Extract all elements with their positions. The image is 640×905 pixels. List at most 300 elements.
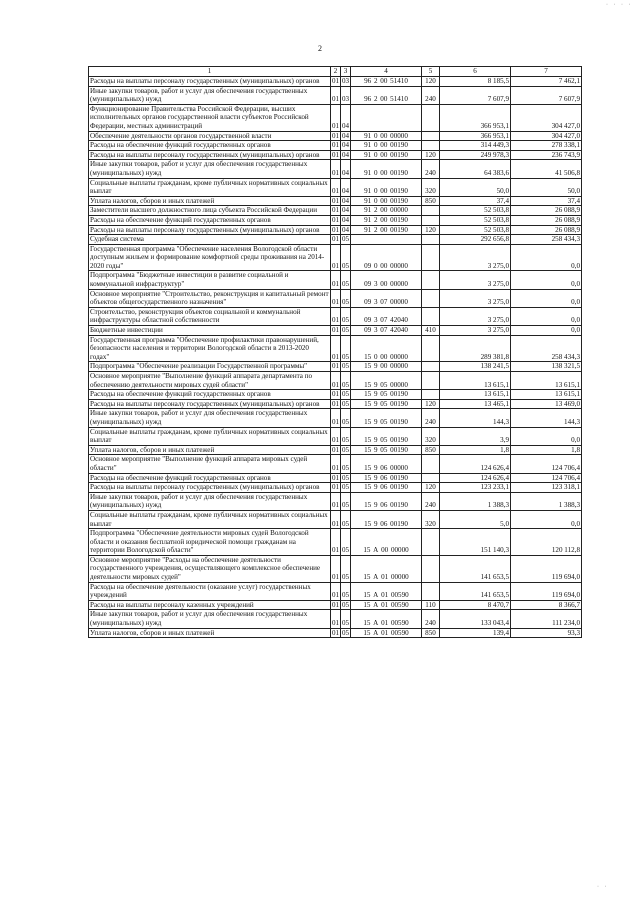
row-name: Основное мероприятие "Расходы на обеспечение деятельности государственного учреждения, осуществляющего комплексное обеспечение деятельности мировых судей": [89, 555, 331, 582]
table-row: [89, 77, 582, 87]
row-target-article: [351, 235, 422, 245]
row-name: Расходы на выплаты персоналу государственных (муниципальных) органов: [89, 399, 331, 409]
row-name: Подпрограмма "Обеспечение реализации Государственной программы": [89, 362, 331, 372]
row-target-article: 15 9 05 00190: [351, 409, 422, 427]
row-expense-type: 240: [422, 610, 440, 628]
row-name: Расходы на выплаты персоналу государственных (муниципальных) органов: [89, 483, 331, 493]
row-amount-col6: 13 465,1: [440, 399, 511, 409]
row-amount-col6: 8 470,7: [440, 600, 511, 610]
table-row: [89, 215, 582, 225]
table-header-row: [89, 67, 582, 77]
row-amount-col7: 26 088,9: [511, 206, 582, 216]
row-name: Расходы на выплаты персоналу государственных (муниципальных) органов: [89, 225, 331, 235]
row-name: Уплата налогов, сборов и иных платежей: [89, 196, 331, 206]
row-subsection-code: 05: [341, 271, 351, 289]
row-amount-col6: 141 653,5: [440, 555, 511, 582]
row-section-code: 01: [332, 131, 340, 140]
row-amount-col6: 144,3: [440, 409, 511, 427]
scan-corner-mark: · · · ·: [606, 2, 633, 8]
table-row: [89, 104, 582, 131]
table-row: [89, 427, 582, 445]
row-target-article: 09 3 07 42040: [351, 307, 422, 325]
row-name: Расходы на обеспечение функций государственных органов: [89, 141, 331, 151]
row-amount-col6: 52 503,8: [440, 215, 511, 225]
row-name: Расходы на обеспечение деятельности (оказание услуг) государственных учреждений: [89, 582, 331, 600]
row-amount-col6: 1,8: [440, 445, 511, 455]
row-amount-col7: 0,0: [511, 244, 582, 271]
row-amount-col7: 0,0: [511, 510, 582, 528]
row-amount-col7: 93,3: [511, 628, 582, 638]
row-name: Иные закупки товаров, работ и услуг для обеспечения государственных (муниципальных) нужд: [89, 160, 331, 178]
row-amount-col6: 1 388,3: [440, 492, 511, 510]
row-subsection-code: 04: [342, 141, 350, 150]
row-section-code: 01: [331, 335, 341, 362]
row-target-article: 15 А 00 00000: [351, 529, 422, 556]
row-expense-type: [422, 555, 440, 582]
row-amount-col6: 289 381,8: [440, 335, 511, 362]
row-amount-col6: 138 241,5: [440, 362, 511, 372]
row-section-code: 01: [331, 86, 341, 104]
row-expense-type: [422, 473, 440, 483]
table-row: [89, 244, 582, 271]
row-amount-col6: 3 275,0: [440, 289, 511, 307]
row-amount-col7: 0,0: [511, 289, 582, 307]
row-name: Бюджетные инвестиции: [89, 326, 331, 336]
row-amount-col6: 124 626,4: [440, 455, 511, 473]
row-amount-col7: 304 427,0: [511, 131, 582, 141]
row-name: Иные закупки товаров, работ и услуг для обеспечения государственных (муниципальных) нужд: [89, 610, 331, 628]
row-target-article: 15 9 00 00000: [351, 362, 422, 372]
row-amount-col7: 124 706,4: [511, 473, 582, 483]
row-section-code: 01: [332, 235, 340, 244]
row-expense-type: 240: [422, 86, 440, 104]
row-subsection-code: 05: [342, 399, 350, 408]
header-col-7: 7: [511, 67, 582, 77]
table-row: [89, 610, 582, 628]
row-amount-col6: 366 953,1: [440, 131, 511, 141]
table-row: [89, 141, 582, 151]
page-number: 2: [318, 44, 322, 53]
row-name: Расходы на обеспечение функций государственных органов: [89, 473, 331, 483]
row-amount-col7: 278 338,1: [511, 141, 582, 151]
row-subsection-code: 05: [342, 473, 350, 482]
table-row: [89, 362, 582, 372]
row-amount-col7: 13 615,1: [511, 390, 582, 400]
row-amount-col6: 124 626,4: [440, 473, 511, 483]
row-expense-type: 320: [422, 427, 440, 445]
row-amount-col6: 3 275,0: [440, 244, 511, 271]
row-expense-type: [422, 390, 440, 400]
row-section-code: 01: [331, 529, 341, 556]
table-row: [89, 271, 582, 289]
table-row: [89, 600, 582, 610]
row-name: Расходы на обеспечение функций государственных органов: [89, 215, 331, 225]
row-amount-col6: 13 615,1: [440, 372, 511, 390]
row-target-article: 15 А 01 00590: [351, 610, 422, 628]
row-name: Уплата налогов, сборов и иных платежей: [89, 628, 331, 638]
row-subsection-code: 05: [341, 372, 351, 390]
row-expense-type: [422, 582, 440, 600]
row-name: Социальные выплаты гражданам, кроме публичных нормативных социальных выплат: [89, 510, 331, 528]
row-amount-col7: 26 088,9: [511, 225, 582, 235]
table-row: [89, 196, 582, 206]
row-amount-col7: 13 469,0: [511, 399, 582, 409]
row-subsection-code: 04: [341, 178, 351, 196]
table-row: [89, 206, 582, 216]
row-target-article: 15 А 01 00590: [351, 600, 422, 610]
row-name: Основное мероприятие "Строительство, реконструкция и капитальный ремонт объектов общегосударственного назначения": [90, 289, 329, 307]
row-amount-col7: 7 462,1: [511, 77, 582, 87]
row-subsection-code: 05: [341, 510, 351, 528]
row-subsection-code: 04: [342, 225, 350, 234]
budget-table: [88, 66, 582, 638]
row-target-article: 91 2 00 00190: [351, 215, 422, 225]
row-expense-type: 240: [422, 409, 440, 427]
row-expense-type: [422, 141, 440, 151]
row-section-code: 01: [332, 390, 340, 399]
row-amount-col6: 52 503,8: [440, 225, 511, 235]
row-amount-col6: 5,0: [440, 510, 511, 528]
row-target-article: 91 0 00 00190: [351, 141, 422, 151]
row-name: Заместители высшего должностного лица субъекта Российской Федерации: [89, 206, 331, 216]
row-target-article: 15 9 05 00190: [351, 427, 422, 445]
row-target-article: 91 2 00 00000: [351, 206, 422, 216]
row-expense-type: [422, 244, 440, 271]
row-amount-col7: 123 318,1: [511, 483, 582, 493]
table-row: [89, 628, 582, 638]
row-subsection-code: 04: [342, 206, 350, 215]
table-row: [89, 160, 582, 178]
row-name: Расходы на обеспечение функций государственных органов: [89, 390, 331, 400]
row-name: Уплата налогов, сборов и иных платежей: [89, 445, 331, 455]
row-subsection-code: 05: [341, 307, 351, 325]
row-amount-col6: 7 607,9: [440, 86, 511, 104]
row-subsection-code: 04: [342, 150, 350, 159]
row-amount-col7: 8 366,7: [511, 600, 582, 610]
row-expense-type: 850: [422, 445, 440, 455]
row-amount-col6: 13 615,1: [440, 390, 511, 400]
header-col-6: 6: [440, 67, 511, 77]
header-col-5: 5: [422, 67, 440, 77]
row-amount-col7: 304 427,0: [511, 104, 582, 131]
row-amount-col6: 139,4: [440, 628, 511, 638]
row-name: Функционирование Правительства Российской Федерации, высших исполнительных органов государственной власти субъектов Российской Федерации, местных администраций: [89, 104, 331, 131]
table-row: [89, 372, 582, 390]
row-name: Основное мероприятие "Выполнение функций аппарата департамента по обеспечению деятельности мировых судей области": [89, 372, 331, 390]
table-row: [89, 510, 582, 528]
table-row: [89, 235, 582, 245]
row-target-article: 15 А 01 00590: [351, 582, 422, 600]
row-amount-col6: 3 275,0: [440, 271, 511, 289]
row-amount-col6: 141 653,5: [440, 582, 511, 600]
row-target-article: 15 9 06 00190: [351, 510, 422, 528]
row-amount-col6: 366 953,1: [440, 104, 511, 131]
row-target-article: 15 9 06 00000: [351, 455, 422, 473]
row-target-article: 96 2 00 51410: [351, 77, 422, 87]
row-amount-col7: 1,8: [511, 445, 582, 455]
row-name: Основное мероприятие "Выполнение функций аппарата мировых судей области": [89, 455, 331, 473]
row-expense-type: [422, 206, 440, 216]
row-subsection-code: 04: [342, 131, 350, 140]
header-col-3: 3: [341, 67, 351, 77]
row-amount-col7: 0,0: [511, 326, 582, 336]
row-subsection-code: 05: [342, 235, 350, 244]
table-row: [89, 131, 582, 141]
table-row: [89, 307, 582, 325]
row-expense-type: 410: [422, 326, 440, 336]
row-section-code: 01: [332, 215, 340, 224]
row-expense-type: [422, 529, 440, 556]
row-expense-type: [422, 271, 440, 289]
row-section-code: 01: [331, 582, 341, 600]
row-section-code: 01: [332, 600, 340, 609]
row-subsection-code: 05: [342, 600, 350, 609]
row-target-article: 15 9 06 00190: [351, 492, 422, 510]
row-subsection-code: 04: [342, 196, 350, 205]
row-target-article: 91 0 00 00190: [351, 196, 422, 206]
row-section-code: 01: [331, 555, 341, 582]
row-target-article: 09 3 00 00000: [351, 271, 422, 289]
row-subsection-code: 05: [342, 326, 350, 335]
row-subsection-code: 04: [342, 215, 350, 224]
header-col-2: 2: [331, 67, 341, 77]
row-section-code: 01: [331, 244, 341, 271]
table-row: [89, 473, 582, 483]
row-section-code: 01: [331, 271, 341, 289]
table-row: [89, 399, 582, 409]
row-expense-type: [422, 131, 440, 141]
row-subsection-code: 05: [342, 483, 350, 492]
row-expense-type: 850: [422, 196, 440, 206]
row-subsection-code: 03: [341, 86, 351, 104]
row-amount-col6: 50,0: [440, 178, 511, 196]
row-amount-col7: 7 607,9: [511, 86, 582, 104]
row-section-code: 01: [332, 150, 340, 159]
row-section-code: 01: [331, 104, 341, 131]
row-section-code: 01: [332, 77, 340, 85]
table-row: [89, 150, 582, 160]
row-section-code: 01: [331, 492, 341, 510]
row-subsection-code: 05: [342, 445, 350, 454]
row-subsection-code: 05: [341, 289, 351, 307]
row-amount-col7: 37,4: [511, 196, 582, 206]
row-section-code: 01: [332, 628, 340, 637]
row-section-code: 01: [331, 307, 341, 325]
table-row: [89, 492, 582, 510]
row-name: Иные закупки товаров, работ и услуг для обеспечения государственных (муниципальных) нужд: [89, 86, 331, 104]
row-name: Расходы на выплаты персоналу казенных учреждений: [89, 600, 331, 610]
row-section-code: 01: [332, 225, 340, 234]
row-section-code: 01: [331, 160, 341, 178]
row-expense-type: [422, 372, 440, 390]
row-section-code: 01: [332, 206, 340, 215]
row-name: Социальные выплаты гражданам, кроме публичных нормативных социальных выплат: [89, 427, 331, 445]
row-subsection-code: 05: [341, 492, 351, 510]
row-section-code: 01: [331, 610, 341, 628]
row-amount-col6: 37,4: [440, 196, 511, 206]
row-expense-type: 120: [422, 399, 440, 409]
row-target-article: 15 А 01 00590: [351, 628, 422, 638]
row-target-article: 15 А 01 00000: [351, 555, 422, 582]
row-section-code: 01: [331, 178, 341, 196]
row-name: Государственная программа "Обеспечение населения Вологодской области доступным жильем и формирование комфортной среды проживания на 2014-2020 годы": [89, 244, 331, 271]
row-target-article: 09 0 00 00000: [351, 244, 422, 271]
row-name: Подпрограмма "Обеспечение деятельности мировых судей Вологодской области и оказания бесплатной юридической помощи гражданам на территории Вологодской области": [89, 529, 331, 556]
row-amount-col6: 8 185,5: [440, 77, 511, 87]
row-section-code: 01: [332, 141, 340, 150]
row-name: Расходы на выплаты персоналу государственных (муниципальных) органов: [89, 77, 331, 87]
row-subsection-code: 05: [341, 555, 351, 582]
row-expense-type: [422, 289, 440, 307]
row-amount-col7: 0,0: [511, 271, 582, 289]
table-row: [89, 178, 582, 196]
row-subsection-code: 05: [341, 244, 351, 271]
row-target-article: 15 9 06 00190: [351, 483, 422, 493]
row-subsection-code: 03: [342, 77, 350, 85]
row-expense-type: 320: [422, 510, 440, 528]
row-name: Судебная система: [89, 235, 331, 245]
row-name: Иные закупки товаров, работ и услуг для обеспечения государственных (муниципальных) нужд: [89, 409, 331, 427]
row-amount-col6: 151 140,3: [440, 529, 511, 556]
row-amount-col7: 120 112,8: [511, 529, 582, 556]
table-row: [89, 555, 582, 582]
row-subsection-code: 05: [341, 409, 351, 427]
row-target-article: 15 9 05 00190: [351, 390, 422, 400]
row-subsection-code: 05: [341, 582, 351, 600]
row-amount-col7: 111 234,0: [511, 610, 582, 628]
row-amount-col6: 123 233,1: [440, 483, 511, 493]
table-row: [89, 335, 582, 362]
row-name: Строительство, реконструкция объектов социальной и коммунальной инфраструктуры областной собственности: [89, 307, 331, 325]
table-row: [89, 445, 582, 455]
row-target-article: 91 0 00 00190: [351, 178, 422, 196]
row-amount-col6: 292 656,8: [440, 235, 511, 245]
table-row: [89, 582, 582, 600]
row-subsection-code: 05: [342, 362, 350, 371]
row-amount-col7: 26 088,9: [511, 215, 582, 225]
row-expense-type: [422, 335, 440, 362]
row-section-code: 01: [332, 473, 340, 482]
row-target-article: 15 9 05 00190: [351, 399, 422, 409]
table-row: [89, 409, 582, 427]
row-target-article: 96 2 00 51410: [351, 86, 422, 104]
row-section-code: 01: [331, 510, 341, 528]
row-expense-type: 120: [422, 225, 440, 235]
row-section-code: 01: [331, 427, 341, 445]
row-amount-col6: 133 043,4: [440, 610, 511, 628]
row-section-code: 01: [331, 409, 341, 427]
row-expense-type: 110: [422, 600, 440, 610]
row-amount-col7: 50,0: [511, 178, 582, 196]
row-expense-type: 120: [422, 150, 440, 160]
row-section-code: 01: [332, 326, 340, 335]
row-amount-col7: 0,0: [511, 427, 582, 445]
row-target-article: [351, 104, 422, 131]
row-amount-col7: 41 506,8: [511, 160, 582, 178]
row-amount-col6: 64 383,6: [440, 160, 511, 178]
row-target-article: 09 3 07 00000: [351, 289, 422, 307]
row-amount-col7: 258 434,3: [511, 235, 582, 245]
row-subsection-code: 05: [341, 427, 351, 445]
row-expense-type: 240: [422, 160, 440, 178]
row-amount-col6: 3,9: [440, 427, 511, 445]
row-amount-col6: 3 275,0: [440, 326, 511, 336]
row-name: Социальные выплаты гражданам, кроме публичных нормативных социальных выплат: [89, 178, 331, 196]
row-subsection-code: 04: [341, 104, 351, 131]
row-expense-type: [422, 362, 440, 372]
row-section-code: 01: [331, 372, 341, 390]
table-row: [89, 483, 582, 493]
row-name: Обеспечение деятельности органов государственной власти: [89, 131, 331, 141]
table-row: [89, 225, 582, 235]
row-target-article: 91 0 00 00190: [351, 160, 422, 178]
row-section-code: 01: [332, 362, 340, 371]
row-expense-type: 850: [422, 628, 440, 638]
table-row: [89, 289, 582, 307]
row-expense-type: [422, 455, 440, 473]
row-expense-type: [422, 235, 440, 245]
row-target-article: 15 9 05 00190: [351, 445, 422, 455]
row-subsection-code: 05: [341, 610, 351, 628]
row-amount-col7: 138 321,5: [511, 362, 582, 372]
row-expense-type: [422, 104, 440, 131]
row-amount-col7: 0,0: [511, 307, 582, 325]
row-section-code: 01: [332, 483, 340, 492]
row-amount-col6: 52 503,8: [440, 206, 511, 216]
row-name: Расходы на выплаты персоналу государственных (муниципальных) органов: [89, 150, 331, 160]
row-amount-col7: 119 694,0: [511, 582, 582, 600]
row-amount-col6: 3 275,0: [440, 307, 511, 325]
row-section-code: 01: [332, 196, 340, 205]
table-row: [89, 86, 582, 104]
row-section-code: 01: [331, 289, 341, 307]
row-target-article: 91 0 00 00000: [351, 131, 422, 141]
row-subsection-code: 05: [341, 335, 351, 362]
row-subsection-code: 05: [342, 628, 350, 637]
row-target-article: 15 9 05 00000: [351, 372, 422, 390]
row-amount-col7: 236 743,9: [511, 150, 582, 160]
row-expense-type: [422, 215, 440, 225]
row-target-article: 09 3 07 42040: [351, 326, 422, 336]
row-expense-type: [422, 307, 440, 325]
row-subsection-code: 05: [341, 529, 351, 556]
row-section-code: 01: [332, 399, 340, 408]
table-row: [89, 529, 582, 556]
row-amount-col7: 124 706,4: [511, 455, 582, 473]
row-subsection-code: 05: [341, 455, 351, 473]
row-section-code: 01: [331, 455, 341, 473]
row-expense-type: 320: [422, 178, 440, 196]
scan-bottom-mark: · ·: [597, 884, 609, 890]
row-amount-col7: 1 388,3: [511, 492, 582, 510]
header-col-4: 4: [351, 67, 422, 77]
row-expense-type: 240: [422, 492, 440, 510]
row-subsection-code: 04: [341, 160, 351, 178]
row-name: Подпрограмма "Бюджетные инвестиции в развитие социальной и коммунальной инфраструктур": [89, 271, 331, 289]
row-amount-col7: 258 434,3: [511, 335, 582, 362]
row-target-article: 91 2 00 00190: [351, 225, 422, 235]
row-amount-col6: 249 978,3: [440, 150, 511, 160]
row-expense-type: 120: [422, 483, 440, 493]
row-name: Иные закупки товаров, работ и услуг для обеспечения государственных (муниципальных) нужд: [89, 492, 331, 510]
row-expense-type: 120: [422, 77, 440, 87]
row-amount-col6: 314 449,3: [440, 141, 511, 151]
row-amount-col7: 119 694,0: [511, 555, 582, 582]
row-target-article: 15 0 00 00000: [351, 335, 422, 362]
row-amount-col7: 144,3: [511, 409, 582, 427]
row-amount-col7: 13 615,1: [511, 372, 582, 390]
table-body: [89, 77, 582, 638]
